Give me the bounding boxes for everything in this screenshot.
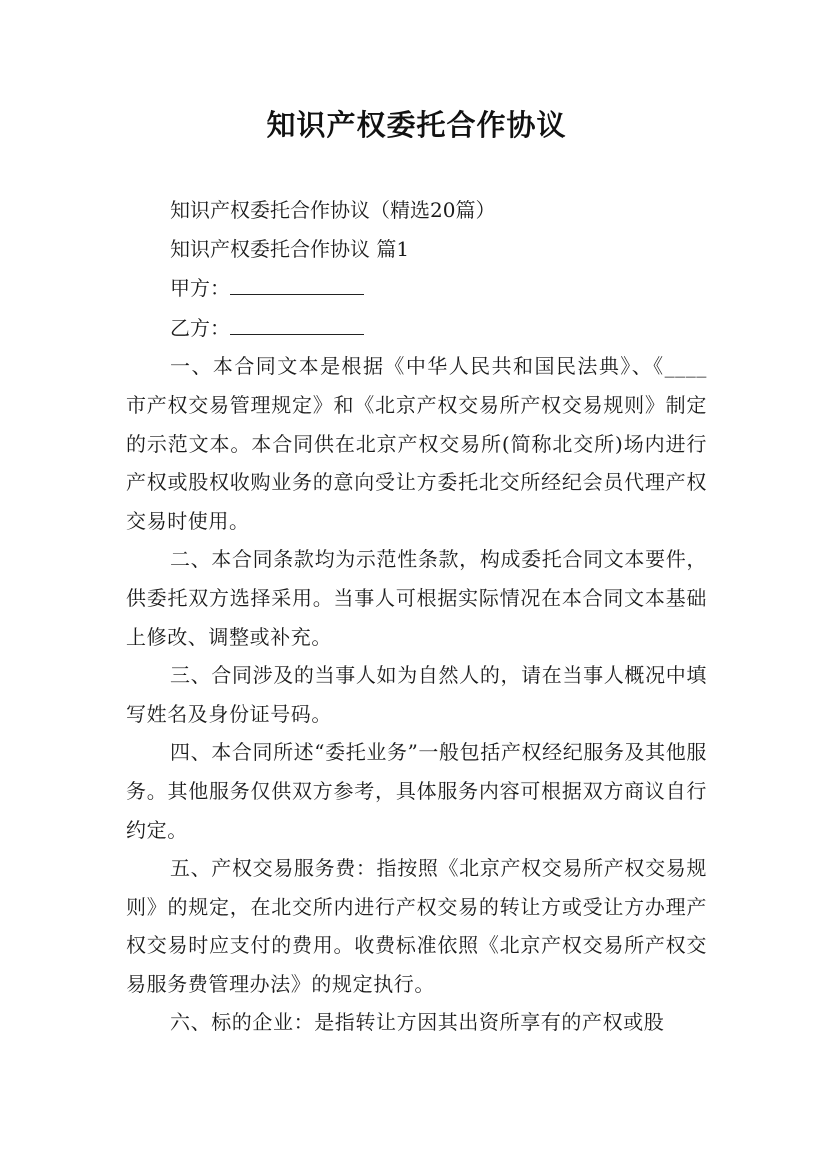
document-subtitle: 知识产权委托合作协议（精选20篇） [170,198,496,222]
party-a-blank [230,268,364,295]
party-a-line [126,268,707,308]
clause-paragraph-4: 四、本合同所述“委托业务”一般包括产权经纪服务及其他服务。其他服务仅供双方参考，具体服务内容可根据双方商议自行约定。 [126,740,707,842]
party-b-blank [230,308,364,335]
clause-paragraph-1: 一、本合同文本是根据《中华人民共和国民法典》、《____市产权交易管理规定》和《北京产权交易所产权交易规则》制定的示范文本。本合同供在北京产权交易所(简称北交所)场内进行产权或股权收购业务的意向受让方委托北交所经纪会员代理产权交易时使用。 [126,354,707,533]
clause-paragraph-3: 三、合同涉及的当事人如为自然人的，请在当事人概况中填写姓名及身份证号码。 [126,663,707,726]
clause-paragraph-5: 五、产权交易服务费：指按照《北京产权交易所产权交易规则》的规定，在北交所内进行产权交易的转让方或受让方办理产权交易时应支付的费用。收费标准依照《北京产权交易所产权交易服务费管理办法》的规定执行。 [126,856,707,996]
document-title: 知识产权委托合作协议 [266,108,567,142]
section-heading: 知识产权委托合作协议 篇1 [170,236,410,261]
party-b-label: 乙方： [170,315,230,340]
document-body [126,191,707,1042]
clause-paragraph-2: 二、本合同条款均为示范性条款，构成委托合同文本要件，供委托双方选择采用。当事人可根据实际情况在本合同文本基础上修改、调整或补充。 [126,547,707,649]
party-a-label: 甲方： [170,276,230,301]
party-b-line [126,308,707,348]
clause-paragraph-6: 六、标的企业：是指转让方因其出资所享有的产权或股 [170,1010,665,1035]
